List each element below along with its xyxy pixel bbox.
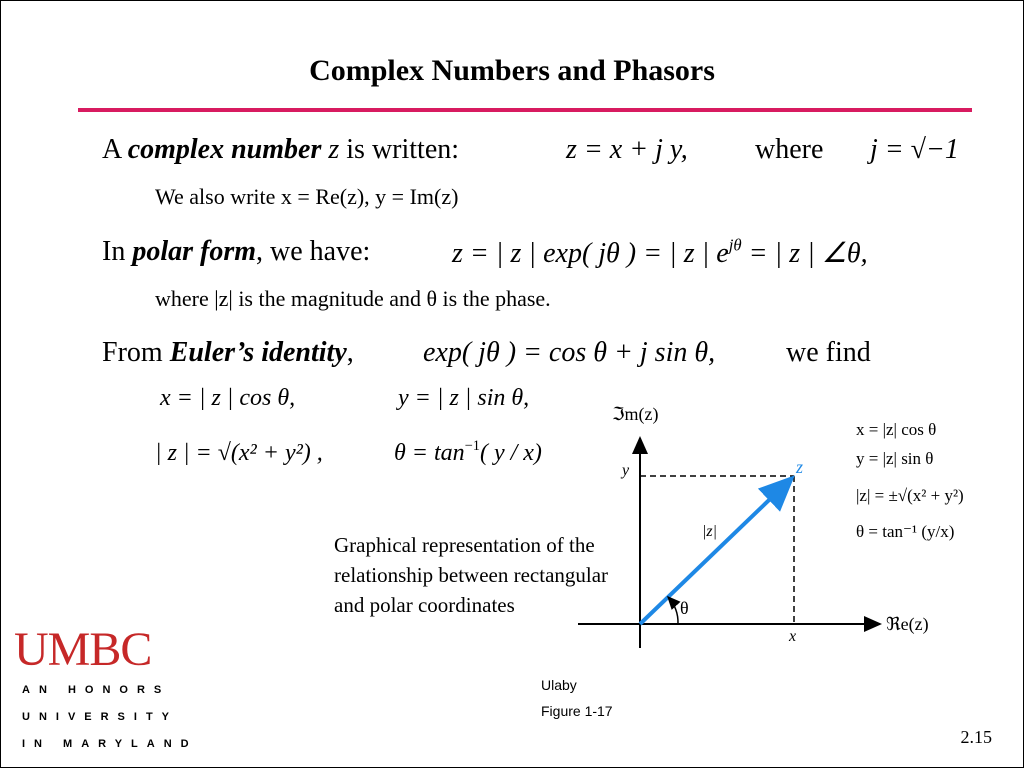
term-complex-number: complex number (127, 134, 322, 165)
x-tick-label: x (789, 628, 797, 645)
equation-polar: z = | z | exp( jθ ) = | z | $e^{j\theta}$ = | z | ∠θ, (452, 235, 868, 269)
formula-x: x = | z | cos θ, (160, 385, 296, 411)
intro-prefix: A (102, 134, 128, 165)
real-axis-label: ℜe(z) (886, 614, 929, 634)
imag-axis-label: ℑm(z) (612, 404, 659, 424)
figure-caption: Graphical representation of the relationship between rectangular and polar coordinates (334, 533, 609, 617)
equation-euler: exp( jθ ) = cos θ + j sin θ, (423, 337, 716, 368)
term-euler-identity: Euler’s identity (169, 337, 347, 368)
we-find-label: we find (786, 337, 871, 368)
complex-number-intro (102, 134, 459, 166)
side-formula-y: y = |z| sin θ (856, 449, 934, 468)
side-formula-x: x = |z| cos θ (856, 420, 937, 439)
angle-arc (668, 597, 678, 624)
title-underline (78, 108, 972, 112)
side-formula-theta: θ = tan⁻¹ (y/x) (856, 522, 955, 541)
formula-y: y = | z | sin θ, (398, 385, 530, 411)
side-formula-magnitude: |z| = ±√(x² + y²) (856, 486, 964, 505)
where-label: where (755, 134, 824, 165)
umbc-logo: UMBC (14, 623, 152, 676)
also-write-line: We also write x = Re(z), y = Im(z) (155, 184, 459, 209)
formula-magnitude: | z | = √(x² + y²) , (155, 440, 323, 466)
magnitude-phase-line: where |z| is the magnitude and θ is the phase. (155, 286, 551, 311)
equation-j-definition: j = √−1 (870, 134, 959, 165)
vector-magnitude-label: |z| (702, 523, 718, 540)
slide-title: Complex Numbers and Phasors (309, 54, 715, 87)
reference-author: Ulaby (541, 677, 577, 693)
polar-form-intro: In polar form, we have: (102, 236, 371, 267)
euler-intro: From Euler’s identity, (102, 337, 354, 368)
formula-theta: $\theta = \tan^{-1}$( y / x) (394, 437, 542, 466)
y-tick-label: y (622, 462, 630, 479)
equation-rectangular: z = x + j y, (566, 134, 688, 165)
angle-theta-label: θ (680, 598, 689, 618)
reference-figure: Figure 1-17 (541, 703, 613, 719)
logo-tagline-2: UNIVERSITY (22, 711, 179, 723)
point-z-label: z (796, 457, 804, 477)
phasor-diagram (560, 398, 1022, 660)
phasor-vector (640, 478, 792, 624)
logo-tagline-1: AN HONORS (22, 684, 171, 696)
intro-suffix: is written: (339, 134, 460, 165)
logo-tagline-3: IN MARYLAND (22, 738, 198, 750)
term-polar-form: polar form (132, 236, 257, 267)
page-number: 2.15 (960, 727, 992, 747)
var-z: z (328, 134, 340, 165)
